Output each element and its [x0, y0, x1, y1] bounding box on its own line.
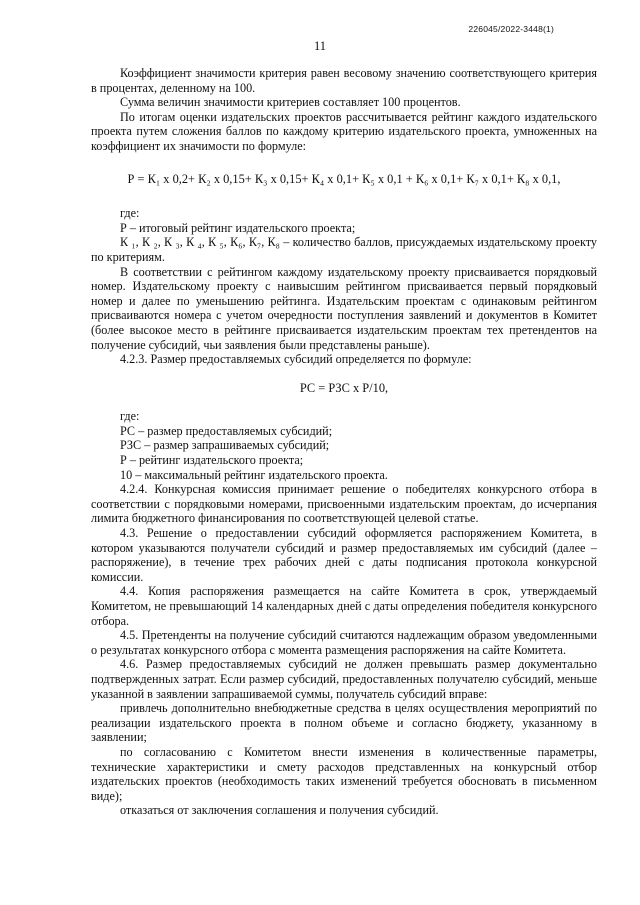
definition: Р – итоговый рейтинг издательского проекта;: [120, 220, 356, 235]
document-body: [91, 66, 597, 818]
page-number: 11: [313, 39, 327, 53]
definition: К ₁, К ₂, К ₃, К ₄, К ₅, К₆, К₇, К₈ – количество баллов, присуждаемых издательскому проекту по критериям.: [91, 235, 597, 264]
paragraph: В соответствии с рейтингом каждому издательскому проекту присваивается порядковый номер. Издательскому проекту с наивысшим рейтингом присваивается первый порядковый номер и далее по уменьшению рейтинга. Издательским проектам с одинаковым рейтингом присваиваются номера с учетом очередности поступления заявлений и документов в Комитет (более высокое место в рейтинге присваивается издательским проектам тех претендентов на получение субсидий, чьи заявления были представлены раньше).: [91, 264, 597, 352]
where-label: где:: [120, 409, 140, 424]
paragraph: Сумма величин значимости критериев составляет 100 процентов.: [120, 95, 461, 110]
paragraph: привлечь дополнительно внебюджетные средства в целях осуществления мероприятий по реализации издательского проекта в полном объеме и согласно бюджету, указанному в заявлении;: [91, 701, 597, 745]
rating-formula: Р = К₁ х 0,2+ К₂ х 0,15+ К₃ х 0,15+ К₄ х 0,1+ К₅ х 0,1 + К₆ х 0,1+ К₇ х 0,1+ К₈ х 0,1,: [127, 171, 561, 186]
paragraph: По итогам оценки издательских проектов рассчитывается рейтинг каждого издательского проекта путем сложения баллов по каждому критерию издательского проекта, умноженных на коэффициент их значимости по формуле:: [91, 109, 597, 153]
definition: РС – размер предоставляемых субсидий;: [120, 423, 333, 438]
where-label: где:: [120, 206, 140, 221]
paragraph: 4.2.4. Конкурсная комиссия принимает решение о победителях конкурсного отбора в соответствии с порядковыми номерами, присвоенными издательским проектам, до исчерпания лимита бюджетного финансирования по соответствующей целевой статье.: [91, 482, 597, 526]
paragraph: 4.4. Копия распоряжения размещается на сайте Комитета в срок, утверждаемый Комитетом, не превышающий 14 календарных дней с даты определения победителя конкурсного отбора.: [91, 584, 597, 628]
paragraph: 4.2.3. Размер предоставляемых субсидий определяется по формуле:: [120, 352, 472, 367]
paragraph: по согласованию с Комитетом внести изменения в количественные параметры, технические характеристики и смету расходов представленных на конкурсный отбор издательских проектов (необходимость таких изменений требуется обосновать в письменном виде);: [91, 744, 597, 803]
paragraph: 4.6. Размер предоставляемых субсидий не должен превышать размер документально подтвержденных затрат. Если размер субсидий, предоставленных получателю субсидий, меньше указанной в заявлении запрашиваемой суммы, получатель субсидий вправе:: [91, 657, 597, 701]
paragraph: отказаться от заключения соглашения и получения субсидий.: [120, 803, 439, 818]
definition: Р – рейтинг издательского проекта;: [120, 453, 304, 468]
paragraph: Коэффициент значимости критерия равен весовому значению соответствующего критерия в процентах, деленному на 100.: [91, 66, 597, 95]
paragraph: 4.5. Претенденты на получение субсидий считаются надлежащим образом уведомленными о результатах конкурсного отбора с момента размещения распоряжения на сайте Комитета.: [91, 628, 597, 657]
document-id: 226045/2022-3448(1): [468, 24, 554, 34]
paragraph: 4.3. Решение о предоставлении субсидий оформляется распоряжением Комитета, в котором указываются получатели субсидий и размер предоставляемых им субсидий (далее – распоряжение), в течение трех рабочих дней с даты подписания протокола конкурсной комиссии.: [91, 526, 597, 584]
definition: РЗС – размер запрашиваемых субсидий;: [120, 438, 330, 453]
definition: 10 – максимальный рейтинг издательского проекта.: [120, 467, 388, 482]
subsidy-formula: РС = РЗС х Р/10,: [299, 380, 389, 395]
